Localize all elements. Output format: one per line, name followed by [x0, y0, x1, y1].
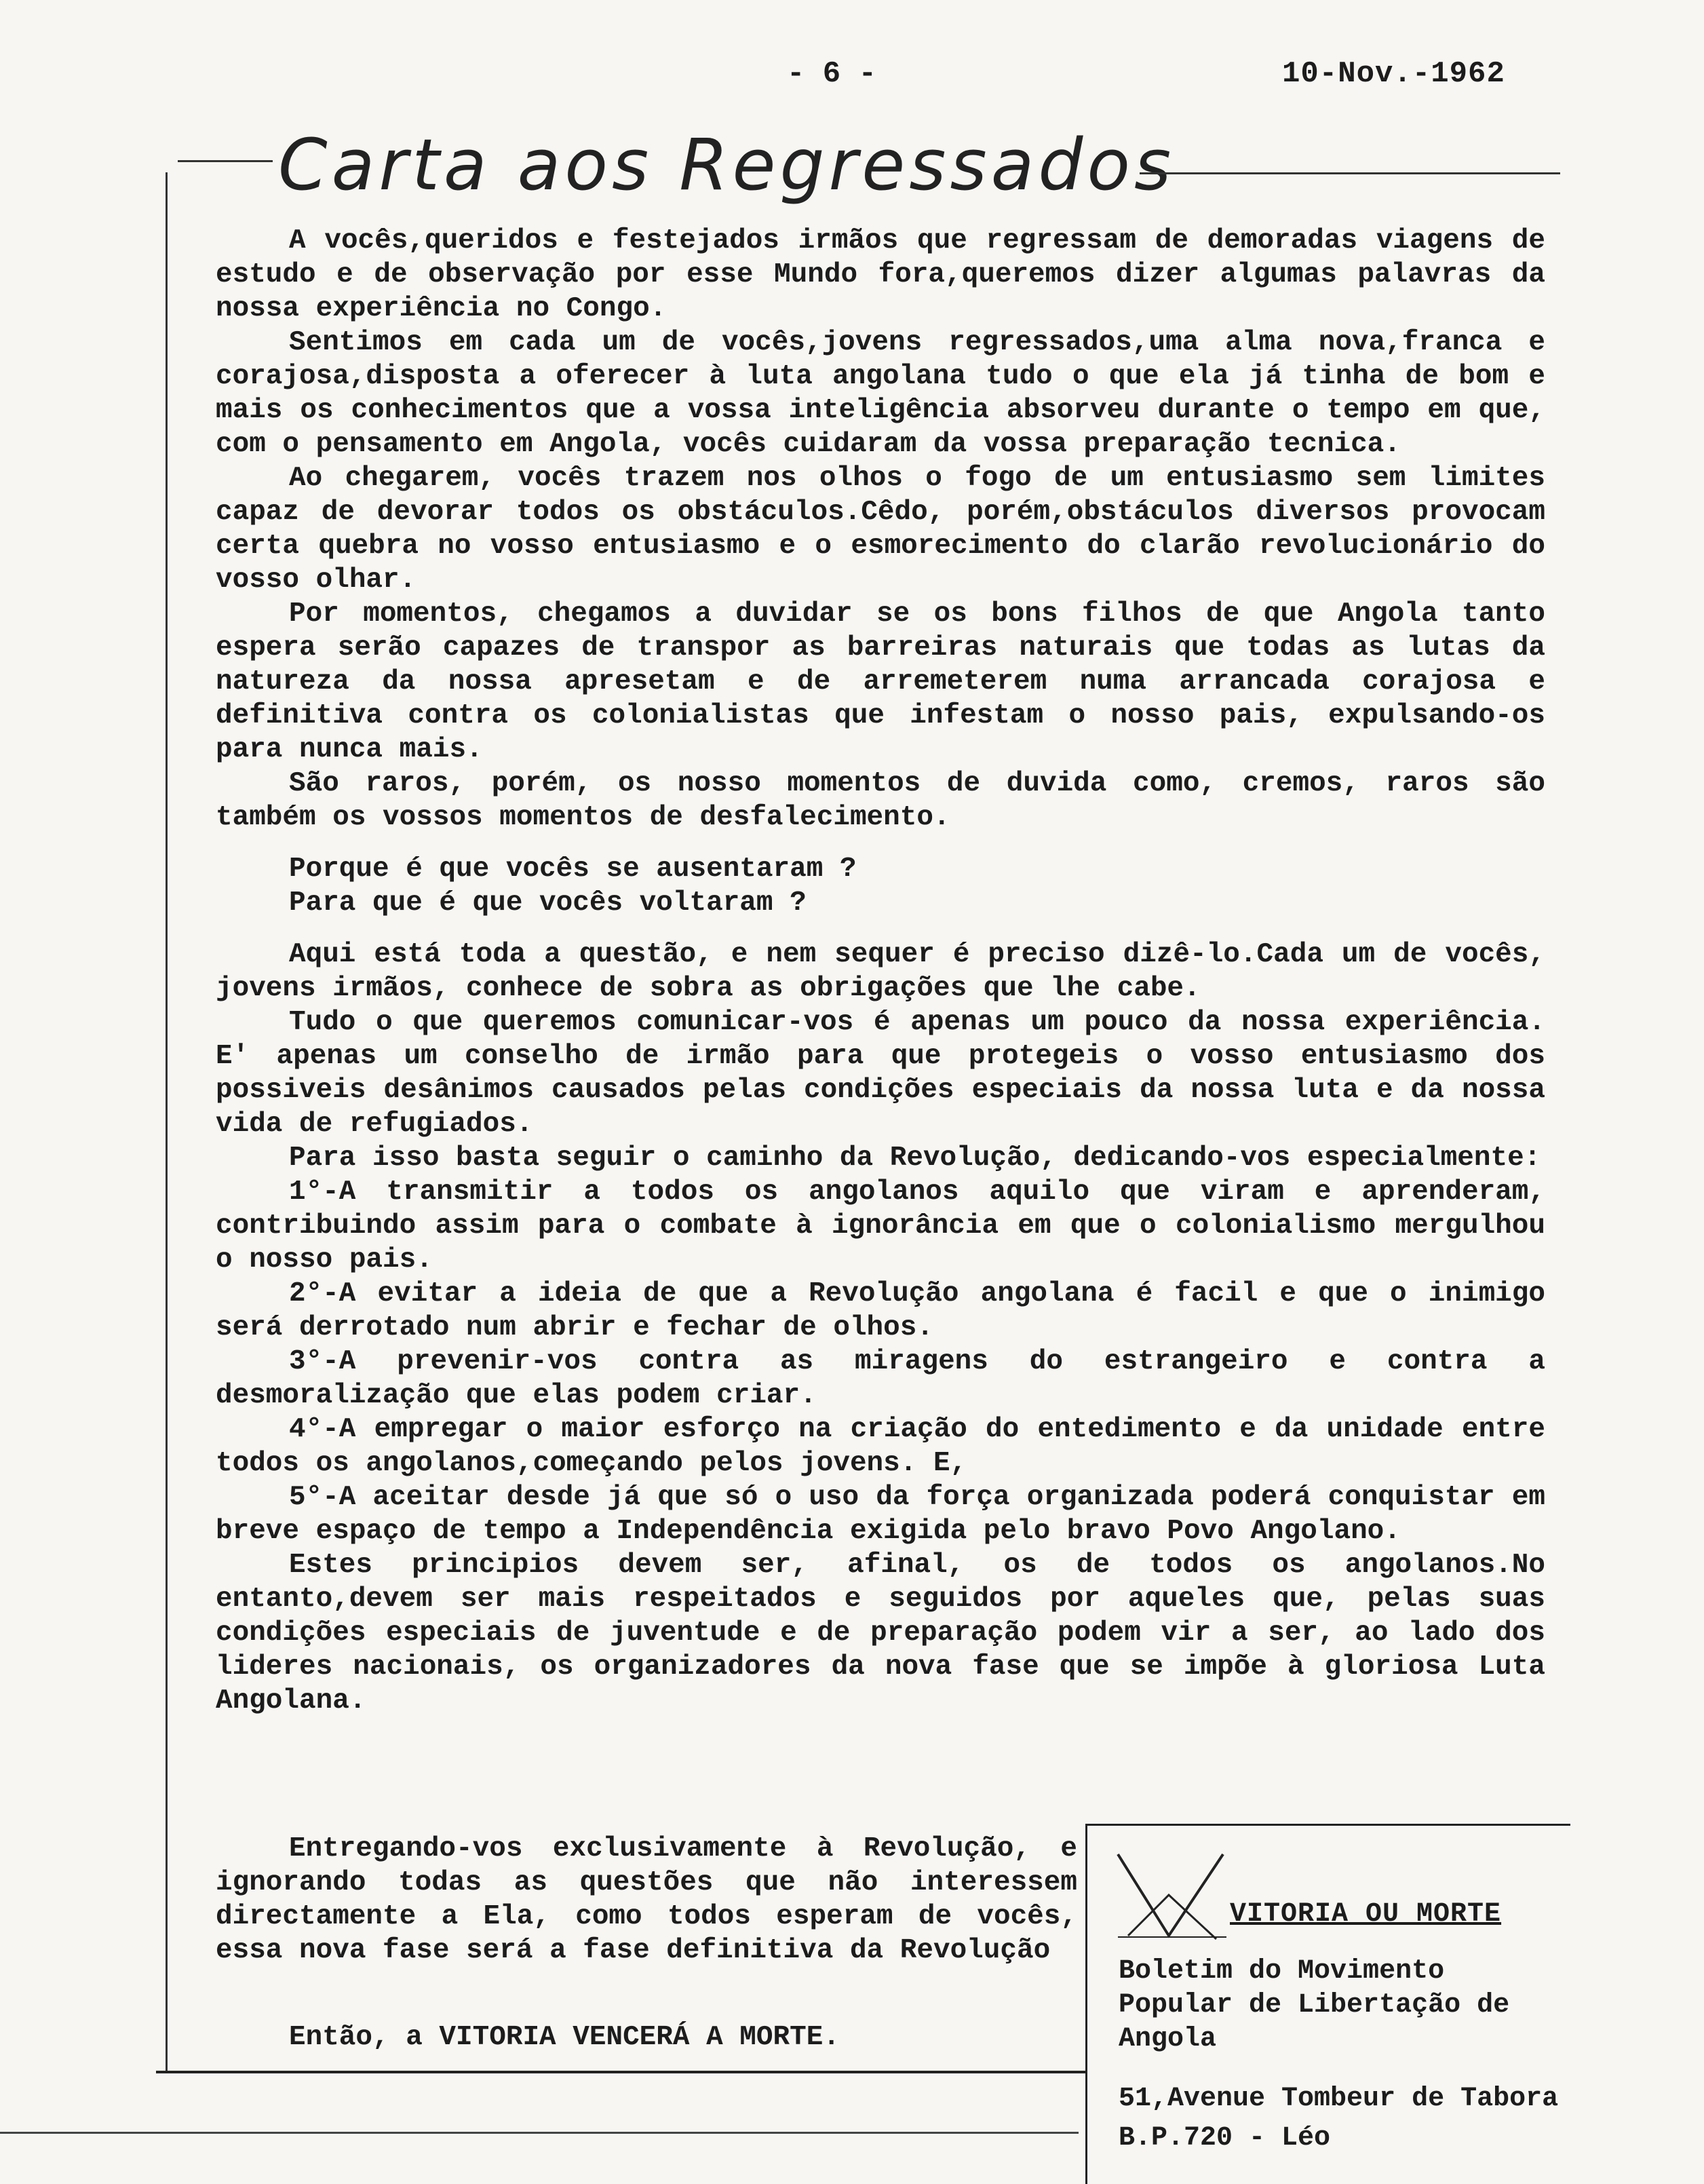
page-bottom-rule: [0, 2132, 1079, 2134]
mpla-emblem-icon: [1115, 1847, 1230, 1942]
article-title: Carta aos Regressados: [278, 123, 1176, 206]
paragraph-3: Ao chegarem, vocês trazem nos olhos o fogo de um entusiasmo sem limites capaz de devorar todos os obstáculos.Cêdo, porém,obstáculos diversos provocam certa quebra no vosso entusiasmo e o esmorecimento do clarão revolucionário do vosso olhar.: [216, 463, 1545, 596]
title-rule-right: [1140, 172, 1560, 174]
paragraph-7: Tudo o que queremos comunicar-vos é apenas um pouco da nossa experiência. E' apenas um conselho de irmão para que protegeis o vosso entusiasmo dos possiveis desânimos causados pelas condições especiais da nossa luta e da nossa vida de refugiados.: [216, 1007, 1545, 1140]
address-line-1: 51,Avenue Tombeur de Tabora: [1119, 2084, 1559, 2114]
motto: VITORIA OU MORTE: [1230, 1899, 1502, 1930]
issue-date: 10-Nov.-1962: [1282, 57, 1505, 91]
question-1: Porque é que vocês se ausentaram ?: [289, 854, 857, 885]
address-line-2: B.P.720 - Léo: [1119, 2123, 1331, 2153]
paragraph-5: São raros, porém, os nosso momentos de duvida como, cremos, raros são também os vossos momentos de desfalecimento.: [216, 768, 1545, 833]
spacer: [216, 835, 1545, 852]
publication-box: [1085, 1824, 1570, 2184]
list-item-1: 1°-A transmitir a todos os angolanos aquilo que viram e aprenderam, contribuindo assim para o combate à ignorância em que o colonialismo mergulhou o nosso pais.: [216, 1176, 1545, 1276]
closing-paragraph: Entregando-vos exclusivamente à Revolução, e ignorando todas as questões que não interessem directamente a Ela, como todos esperam de vocês, essa nova fase será a fase definitiva da Revolução: [216, 1833, 1077, 1966]
list-item-3: 3°-A prevenir-vos contra as miragens do estrangeiro e contra a desmoralização que elas podem criar.: [216, 1346, 1545, 1411]
paragraph-9: Estes principios devem ser, afinal, os de todos os angolanos.No entanto,devem ser mais respeitados e seguidos por aqueles que, pelas suas condições especiais de juventude e de preparação podem vir a ser, ao lado dos lideres nacionais, os organizadores da nova fase que se impõe à gloriosa Luta Angolana.: [216, 1550, 1545, 1717]
final-line: Então, a VITORIA VENCERÁ A MORTE.: [289, 2022, 840, 2053]
question-2: Para que é que vocês voltaram ?: [289, 887, 807, 919]
paragraph-2: Sentimos em cada um de vocês,jovens regressados,uma alma nova,franca e corajosa,disposta a oferecer à luta angolana tudo o que ela já tinha de bom e mais os conhecimentos que a vossa inteligência absorveu durante o tempo em que, com o pensamento em Angola, vocês cuidaram da vossa preparação tecnica.: [216, 327, 1545, 460]
publication-name: Boletim do Movimento Popular de Libertação de Angola: [1119, 1956, 1510, 2054]
title-rule-left: [178, 160, 273, 162]
list-item-5: 5°-A aceitar desde já que só o uso da força organizada poderá conquistar em breve espaço de tempo a Independência exigida pelo bravo Povo Angolano.: [216, 1482, 1545, 1547]
frame-left-border: [166, 172, 168, 2072]
paragraph-8: Para isso basta seguir o caminho da Revolução, dedicando-vos especialmente:: [289, 1143, 1541, 1174]
closing-block: [216, 1832, 1077, 1968]
paragraph-1: A vocês,queridos e festejados irmãos que regressam de demoradas viagens de estudo e de observação por esse Mundo fora,queremos dizer algumas palavras da nossa experiência no Congo.: [216, 225, 1545, 324]
page-number: - 6 -: [787, 57, 877, 91]
spacer: [216, 920, 1545, 938]
list-item-4: 4°-A empregar o maior esforço na criação do entedimento e da unidade entre todos os angolanos,começando pelos jovens. E,: [216, 1414, 1545, 1479]
frame-bottom-border: [156, 2071, 1085, 2073]
list-item-2: 2°-A evitar a ideia de que a Revolução angolana é facil e que o inimigo será derrotado num abrir e fechar de olhos.: [216, 1278, 1545, 1343]
article-body: [216, 224, 1545, 1718]
paragraph-4: Por momentos, chegamos a duvidar se os bons filhos de que Angola tanto espera serão capazes de transpor as barreiras naturais que todas as lutas da natureza da nossa apresetam e de arremeterem numa arrancada corajosa e definitiva contra os colonialistas que infestam o nosso pais, expulsando-os para nunca mais.: [216, 598, 1545, 765]
paragraph-6: Aqui está toda a questão, e nem sequer é preciso dizê-lo.Cada um de vocês, jovens irmãos, conhece de sobra as obrigações que lhe cabe.: [216, 939, 1545, 1004]
